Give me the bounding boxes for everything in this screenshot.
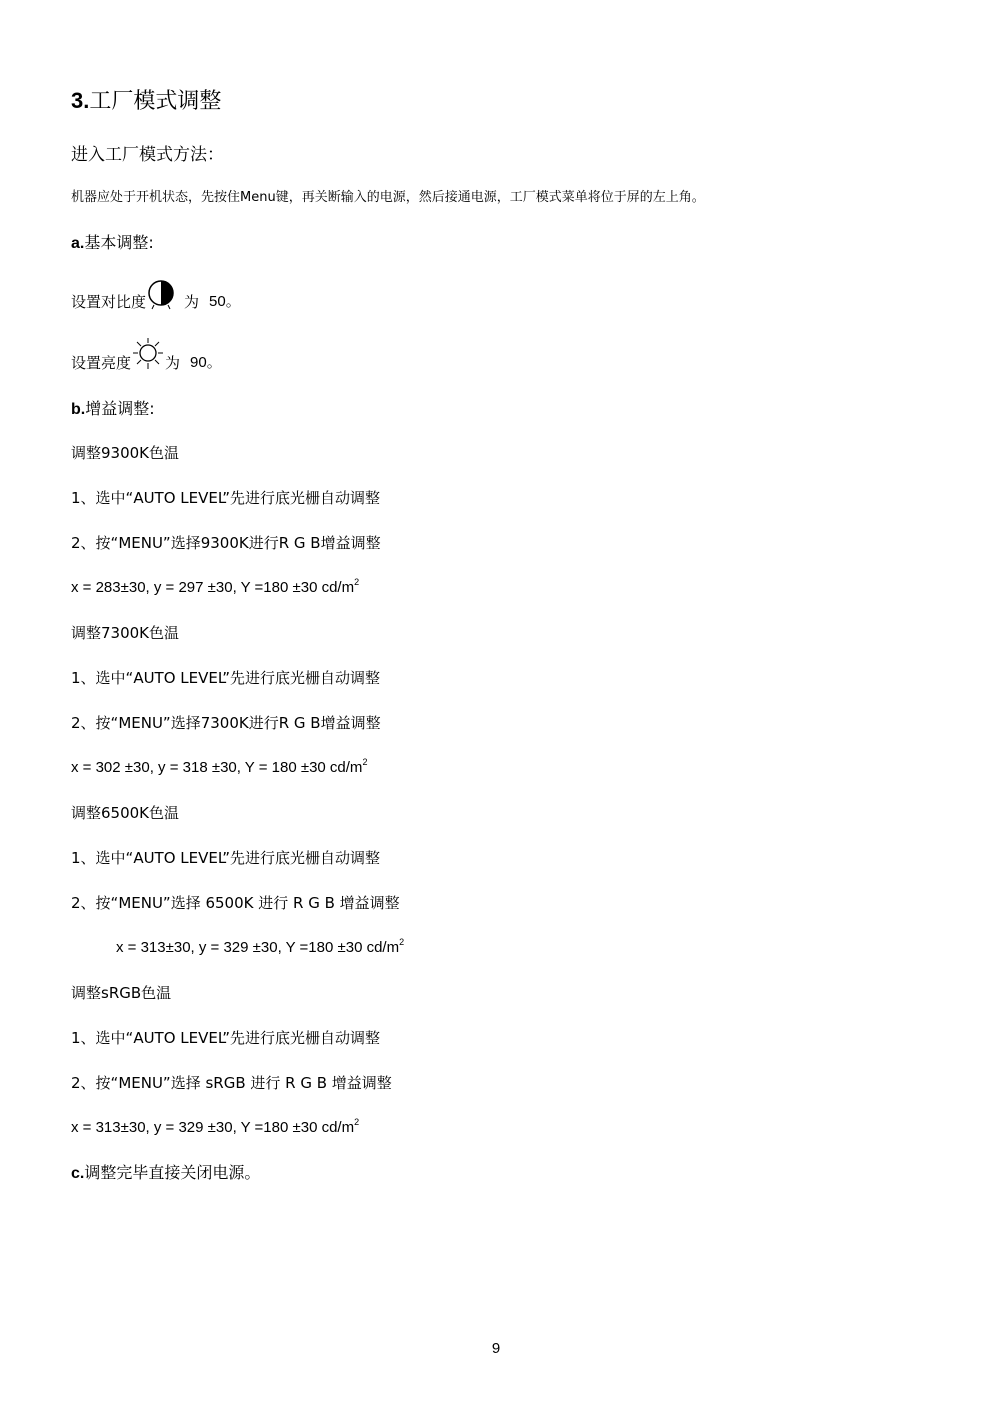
group-heading-9300k: 调整9300K色温 <box>71 444 180 462</box>
finish-line <box>71 1163 260 1184</box>
group-heading-srgb: 调整sRGB色温 <box>71 984 172 1002</box>
group-spec-6500k <box>116 939 404 957</box>
section-number: 3. <box>71 88 90 113</box>
brightness-for: 为 <box>165 354 181 372</box>
group-step1-6500k: 1、选中“AUTO LEVEL”先进行底光栅自动调整 <box>71 849 381 867</box>
sun-icon <box>131 336 165 376</box>
group-step2-7300k: 2、按“MENU”选择7300K进行R G B增益调整 <box>71 714 381 732</box>
group-step1-7300k: 1、选中“AUTO LEVEL”先进行底光栅自动调整 <box>71 669 381 687</box>
spec-text: x = 302 ±30, y = 318 ±30, Y = 180 ±30 cd/m <box>71 759 363 776</box>
group-step2-9300k: 2、按“MENU”选择9300K进行R G B增益调整 <box>71 534 381 552</box>
enter-description: 机器应处于开机状态，先按住Menu键，再关断输入的电源，然后接通电源，工厂模式菜单将位于屏的左上角。 <box>71 190 705 205</box>
spec-text: x = 283±30, y = 297 ±30, Y =180 ±30 cd/m <box>71 579 355 596</box>
contrast-label: 设置对比度 <box>71 293 147 311</box>
contrast-for: 为 <box>184 293 200 311</box>
group-step2-6500k: 2、按“MENU”选择 6500K 进行 R G B 增益调整 <box>71 894 400 912</box>
finish-text: 调整完毕直接关闭电源。 <box>84 1163 261 1182</box>
contrast-value: 50。 <box>209 293 241 310</box>
gain-title-text: 增益调整: <box>85 399 155 418</box>
enter-heading: 进入工厂模式方法： <box>71 145 224 165</box>
gain-title <box>71 399 155 420</box>
finish-prefix: c. <box>71 1165 85 1182</box>
group-heading-7300k: 调整7300K色温 <box>71 624 180 642</box>
section-title-text: 工厂模式调整 <box>89 89 222 114</box>
basic-title <box>71 233 154 254</box>
brightness-row <box>71 338 222 374</box>
group-heading-6500k: 调整6500K色温 <box>71 804 180 822</box>
spec-sup: 2 <box>354 1117 360 1127</box>
page-number: 9 <box>491 1340 501 1357</box>
brightness-label: 设置亮度 <box>71 354 132 372</box>
basic-prefix: a. <box>71 235 85 252</box>
spec-text: x = 313±30, y = 329 ±30, Y =180 ±30 cd/m <box>116 939 400 956</box>
gain-prefix: b. <box>71 401 86 418</box>
group-step1-9300k: 1、选中“AUTO LEVEL”先进行底光栅自动调整 <box>71 489 381 507</box>
group-spec-7300k <box>71 759 367 777</box>
contrast-row <box>71 280 241 314</box>
group-spec-srgb <box>71 1119 359 1137</box>
contrast-icon <box>146 279 176 315</box>
group-spec-9300k <box>71 579 359 597</box>
brightness-value: 90。 <box>190 354 222 371</box>
section-title <box>71 88 221 115</box>
basic-title-text: 基本调整: <box>84 233 154 252</box>
group-step1-srgb: 1、选中“AUTO LEVEL”先进行底光栅自动调整 <box>71 1029 381 1047</box>
group-step2-srgb: 2、按“MENU”选择 sRGB 进行 R G B 增益调整 <box>71 1074 392 1092</box>
spec-sup: 2 <box>354 577 360 587</box>
spec-sup: 2 <box>399 937 405 947</box>
spec-sup: 2 <box>362 757 368 767</box>
spec-text: x = 313±30, y = 329 ±30, Y =180 ±30 cd/m <box>71 1119 355 1136</box>
